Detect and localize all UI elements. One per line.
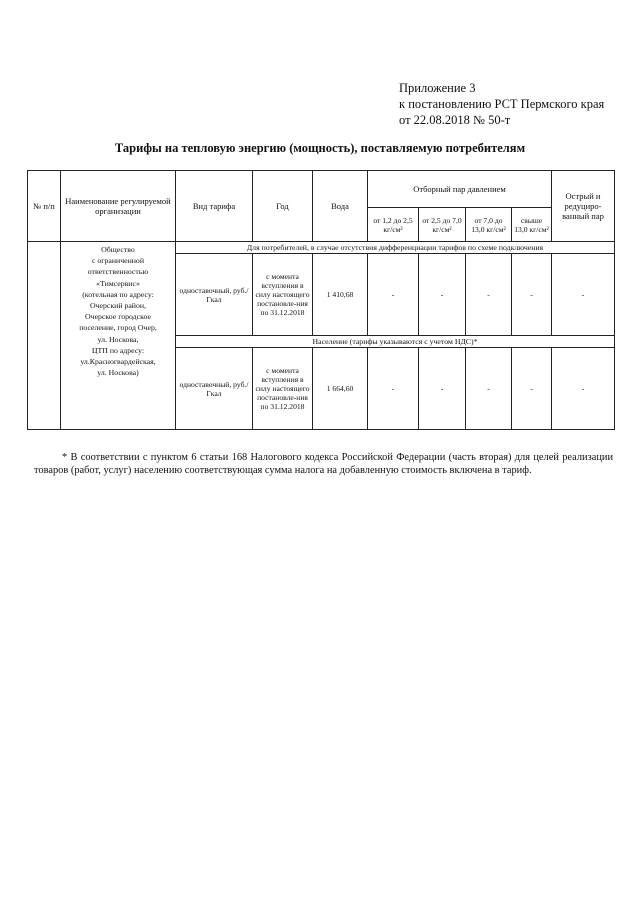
header-tariff-type: Вид тарифа — [176, 171, 253, 242]
tariff-type-cell: одноставочный, руб./Гкал — [176, 348, 253, 430]
sharp-steam-value: - — [552, 254, 615, 336]
header-pressure-2: от 2,5 до 7,0 кг/см² — [419, 208, 466, 242]
pressure-1-value: - — [368, 254, 419, 336]
row-number-cell — [28, 242, 61, 430]
header-pressure-1: от 1,2 до 2,5 кг/см² — [368, 208, 419, 242]
org-line: Общество — [101, 245, 135, 254]
pressure-3-value: - — [466, 348, 512, 430]
footnote: * В соответствии с пунктом 6 статьи 168 Налогового кодекса Российской Федерации (часть вторая) для целей реализации товаров (работ, услуг) населению соответствующая сумма налога на добавленную стоимость включена в тариф. — [34, 452, 613, 476]
pressure-2-value: - — [419, 254, 466, 336]
pressure-1-value: - — [368, 348, 419, 430]
org-line: поселение, город Очер, — [79, 323, 157, 333]
section-label-consumers: Для потребителей, в случае отсутствия дифференциации тарифов по схеме подключения — [176, 242, 615, 254]
pressure-4-value: - — [512, 348, 552, 430]
appendix-number: Приложение 3 — [399, 81, 476, 95]
water-value-cell: 1 664,60 — [313, 348, 368, 430]
org-line: ул.Красногвардейская, — [80, 357, 156, 367]
org-line: Очерский район, — [89, 301, 146, 311]
org-line: «Тимсервис» — [96, 278, 140, 288]
header-number: № п/п — [28, 171, 61, 242]
tariff-table — [27, 170, 615, 430]
period-cell: с момента вступления в силу настоящего постановле-ния по 31.12.2018 — [253, 348, 313, 430]
period-cell: с момента вступления в силу настоящего постановле-ния по 31.12.2018 — [253, 254, 313, 336]
header-water: Вода — [313, 171, 368, 242]
header-pressure-3: от 7,0 до 13,0 кг/см² — [466, 208, 512, 242]
org-line: Очерское городское — [85, 312, 151, 322]
header-pressure-4: свыше 13,0 кг/см² — [512, 208, 552, 242]
org-line: (котельная по адресу: — [82, 289, 154, 299]
water-value-cell: 1 410,68 — [313, 254, 368, 336]
section-label-population: Население (тарифы указываются с учетом НДС)* — [176, 336, 615, 348]
org-line: с ограниченной — [91, 256, 144, 266]
header-organization: Наименование регулируемой организации — [61, 171, 176, 242]
header-steam: Отборный пар давлением — [368, 171, 552, 208]
org-line: ул. Носкова, — [97, 334, 139, 344]
appendix-decree: к постановлению РСТ Пермского края — [399, 97, 605, 111]
pressure-4-value: - — [512, 254, 552, 336]
document-title: Тарифы на тепловую энергию (мощность), поставляемую потребителям — [114, 141, 526, 155]
pressure-3-value: - — [466, 254, 512, 336]
header-year: Год — [253, 171, 313, 242]
appendix-reference — [399, 80, 604, 128]
org-line: ул. Носкова) — [97, 368, 139, 378]
organization-cell — [61, 242, 176, 430]
org-line: ответственностью — [87, 267, 149, 277]
appendix-date: от 22.08.2018 № 50-т — [399, 113, 511, 127]
header-sharp-steam: Острый и редуциро-ванный пар — [552, 171, 615, 242]
org-line: ЦТП по адресу: — [91, 345, 145, 355]
sharp-steam-value: - — [552, 348, 615, 430]
tariff-type-cell: одноставочный, руб./Гкал — [176, 254, 253, 336]
pressure-2-value: - — [419, 348, 466, 430]
